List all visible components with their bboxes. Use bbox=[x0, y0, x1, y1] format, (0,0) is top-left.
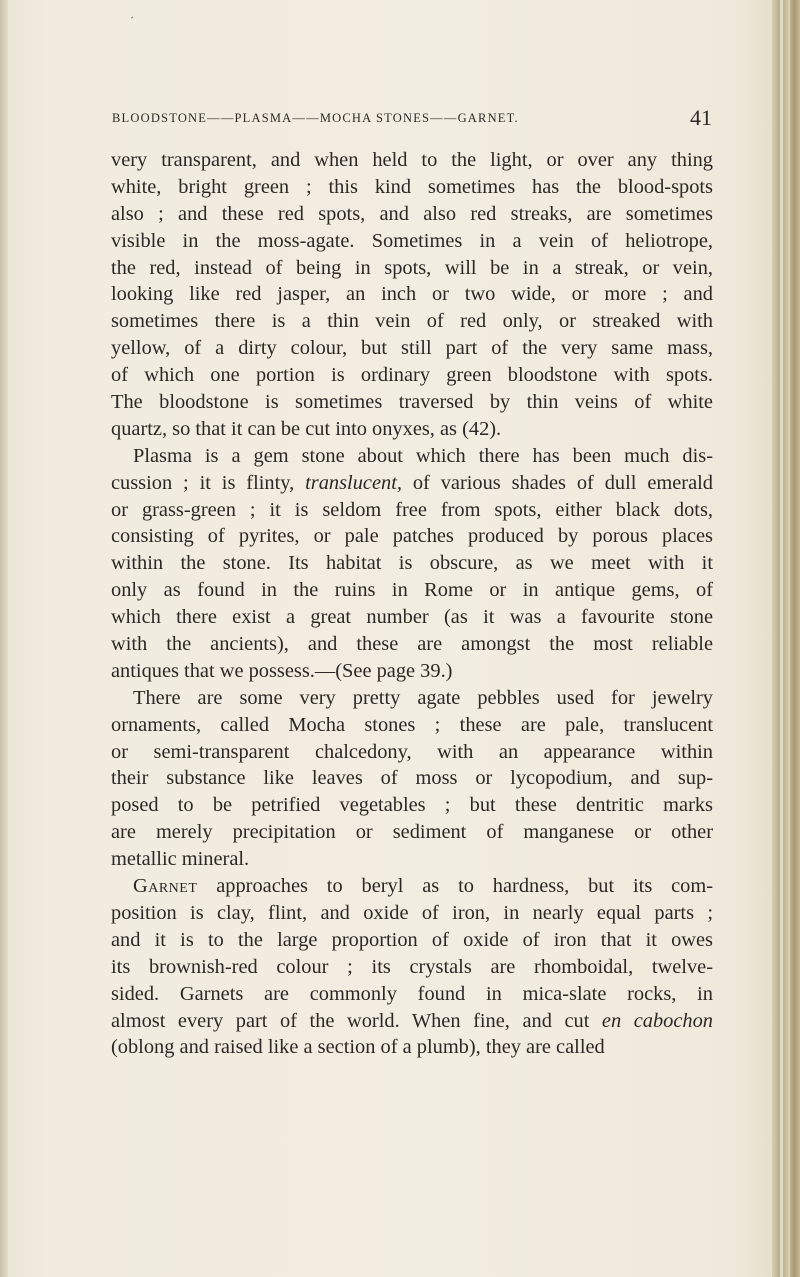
text-line bbox=[111, 443, 713, 470]
text-run: looking like red jasper, an inch or two wide, or more ; and bbox=[111, 283, 713, 306]
text-line bbox=[111, 739, 713, 766]
text-run: position is clay, flint, and oxide of iron, in nearly equal parts ; bbox=[111, 901, 713, 924]
text-run: quartz, so that it can be cut into onyxes, as (42). bbox=[111, 417, 502, 440]
text-line bbox=[111, 873, 713, 900]
text-line bbox=[111, 362, 713, 389]
text-line bbox=[111, 281, 713, 308]
text-line bbox=[111, 255, 713, 282]
running-head bbox=[112, 107, 712, 131]
text-run: within the stone. Its habitat is obscure, as we meet with it bbox=[111, 552, 713, 575]
text-run: only as found in the ruins in Rome or in antique gems, of bbox=[111, 579, 713, 602]
text-line bbox=[111, 631, 713, 658]
text-run: the red, instead of being in spots, will be in a streak, or vein, bbox=[111, 256, 713, 279]
text-run: (oblong and raised like a section of a plumb), they are called bbox=[111, 1036, 605, 1059]
text-run: en cabochon bbox=[601, 1009, 713, 1032]
text-line bbox=[111, 792, 713, 819]
text-run: its brownish-red colour ; its crystals are rhomboidal, twelve- bbox=[111, 955, 713, 978]
text-run: consisting of pyrites, or pale patches produced by porous places bbox=[111, 525, 713, 548]
text-run: Garnet bbox=[133, 875, 198, 898]
text-line bbox=[111, 497, 713, 524]
text-line bbox=[111, 416, 713, 443]
text-run: metallic mineral. bbox=[111, 848, 250, 871]
text-run: their substance like leaves of moss or lycopodium, and sup- bbox=[111, 767, 713, 790]
text-run: and it is to the large proportion of oxide of iron that it owes bbox=[111, 928, 713, 951]
text-line bbox=[111, 846, 713, 873]
text-line bbox=[111, 389, 713, 416]
text-line bbox=[111, 819, 713, 846]
binding-shadow bbox=[0, 0, 8, 1277]
text-run: Plasma is a gem stone about which there has been much dis- bbox=[133, 444, 713, 467]
body-text bbox=[111, 147, 713, 1061]
text-run: approaches to beryl as to hardness, but its com- bbox=[197, 875, 713, 898]
running-head-title: BLOODSTONE——PLASMA——MOCHA STONES——GARNET. bbox=[112, 111, 519, 125]
text-line bbox=[111, 981, 713, 1008]
page-edge-highlight bbox=[780, 0, 783, 1277]
text-run: of which one portion is ordinary green bloodstone with spots. bbox=[111, 364, 713, 387]
page-number: 41 bbox=[690, 105, 712, 130]
text-run: sided. Garnets are commonly found in mica-slate rocks, in bbox=[111, 982, 713, 1005]
text-line bbox=[111, 900, 713, 927]
text-run: are merely precipitation or sediment of manganese or other bbox=[111, 821, 713, 844]
text-run: very transparent, and when held to the light, or over any thing bbox=[111, 149, 713, 171]
text-line bbox=[111, 658, 713, 685]
text-run: ornaments, called Mocha stones ; these are pale, translucent bbox=[111, 713, 713, 736]
text-run: also ; and these red spots, and also red streaks, are sometimes bbox=[111, 202, 713, 225]
text-line bbox=[111, 954, 713, 981]
text-line bbox=[111, 604, 713, 631]
text-line bbox=[111, 201, 713, 228]
text-run: sometimes there is a thin vein of red only, or streaked with bbox=[111, 310, 713, 333]
text-line bbox=[111, 1008, 713, 1035]
book-edge bbox=[772, 0, 800, 1277]
text-run: translucent, bbox=[305, 471, 402, 494]
text-line bbox=[111, 1034, 713, 1061]
text-run: antiques that we possess.—(See page 39.) bbox=[111, 659, 453, 682]
text-line bbox=[111, 470, 713, 497]
text-run: white, bright green ; this kind sometimes has the blood-spots bbox=[111, 175, 713, 198]
text-run: cussion ; it is flinty, bbox=[111, 471, 306, 494]
text-run: yellow, of a dirty colour, but still part of the very same mass, bbox=[111, 337, 713, 360]
text-line bbox=[111, 550, 713, 577]
text-line bbox=[111, 228, 713, 255]
text-run: of various shades of dull emerald bbox=[401, 471, 713, 494]
text-line bbox=[111, 927, 713, 954]
text-run: or semi-transparent chalcedony, with an appearance within bbox=[111, 740, 713, 763]
text-run: with the ancients), and these are amongst the most reliable bbox=[111, 633, 713, 656]
text-run: visible in the moss-agate. Sometimes in a vein of heliotrope, bbox=[111, 229, 713, 252]
text-run: There are some very pretty agate pebbles used for jewelry bbox=[133, 686, 713, 709]
text-run: The bloodstone is sometimes traversed by thin veins of white bbox=[111, 391, 713, 414]
page-speck: ˊ bbox=[130, 14, 134, 28]
text-line bbox=[111, 174, 713, 201]
text-run: or grass-green ; it is seldom free from spots, either black dots, bbox=[111, 498, 713, 521]
text-line bbox=[111, 685, 713, 712]
text-line bbox=[111, 523, 713, 550]
text-line bbox=[111, 577, 713, 604]
text-line bbox=[111, 712, 713, 739]
text-line bbox=[111, 308, 713, 335]
text-run: posed to be petrified vegetables ; but these dentritic marks bbox=[111, 794, 713, 817]
page-edge-highlight bbox=[788, 0, 790, 1277]
text-line bbox=[111, 335, 713, 362]
text-line bbox=[111, 765, 713, 792]
text-run: which there exist a great number (as it was a favourite stone bbox=[111, 606, 713, 629]
text-line bbox=[111, 147, 713, 174]
text-run: almost every part of the world. When fine, and cut bbox=[111, 1009, 602, 1032]
